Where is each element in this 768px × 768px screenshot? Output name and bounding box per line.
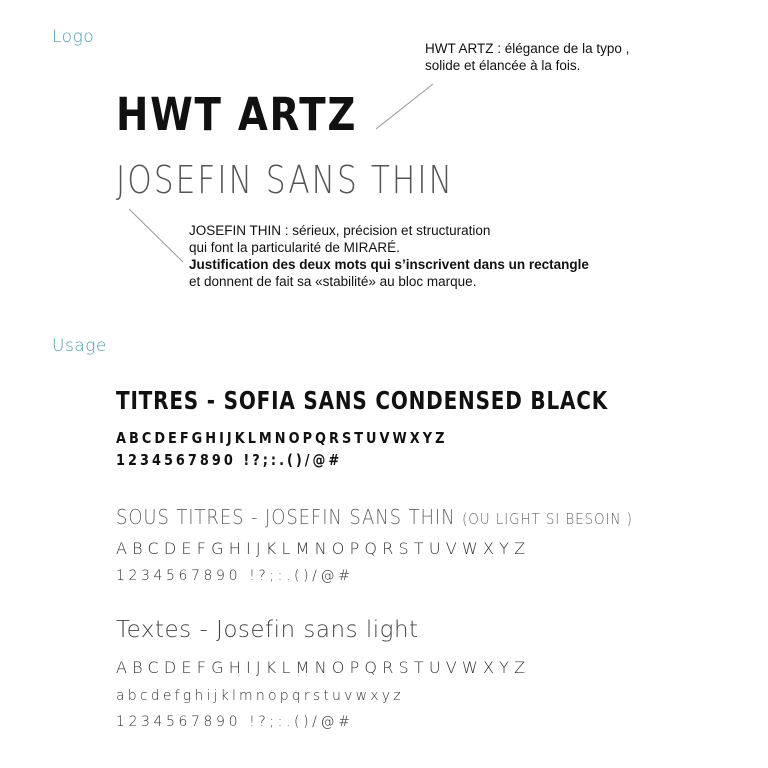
- note-josefin-line-2: qui font la particularité de MIRARÉ.: [189, 240, 400, 255]
- note-hwt-line-1: HWT ARTZ : élégance de la typo ,: [425, 41, 630, 56]
- logo-wordmark: HWT ARTZ: [116, 88, 358, 141]
- titres-alphabet: ABCDEFGHIJKLMNOPQRSTUVWXYZ: [116, 429, 448, 447]
- textes-numbers: 1234567890 !?;:.()/@#: [116, 714, 354, 730]
- logo-subline: JOSEFIN SANS THIN: [116, 158, 454, 202]
- note-josefin-line-1: JOSEFIN THIN : sérieux, précision et structuration: [189, 223, 491, 238]
- sous-titres-heading-note: (OU LIGHT SI BESOIN ): [462, 510, 633, 528]
- sous-titres-heading: [116, 505, 633, 529]
- section-label-usage: Usage: [52, 336, 107, 356]
- titres-heading: TITRES - SOFIA SANS CONDENSED BLACK: [116, 386, 609, 415]
- sous-titres-numbers: 1234567890 !?;:.()/@#: [116, 568, 354, 584]
- textes-alphabet-upper: ABCDEFGHIJKLMNOPQRSTUVWXYZ: [116, 658, 531, 677]
- titres-numbers: 1234567890 !?;:.()/@#: [116, 451, 343, 469]
- note-josefin-line-4: et donnent de fait sa «stabilité» au bloc marque.: [189, 274, 477, 289]
- note-hwt-artz: [425, 40, 629, 74]
- leader-line-hwt: [376, 84, 433, 129]
- section-label-logo: Logo: [52, 27, 95, 47]
- note-hwt-line-2: solide et élancée à la fois.: [425, 58, 581, 73]
- textes-alphabet-lower: abcdefghijklmnopqrstuvwxyz: [116, 688, 404, 704]
- textes-heading: Textes - Josefin sans light: [116, 617, 419, 643]
- sous-titres-alphabet: ABCDEFGHIJKLMNOPQRSTUVWXYZ: [116, 539, 531, 558]
- sous-titres-heading-text: SOUS TITRES - JOSEFIN SANS THIN: [116, 505, 456, 529]
- leader-line-josefin: [129, 209, 183, 262]
- note-josefin-thin: [189, 222, 589, 290]
- note-josefin-line-3: Justification des deux mots qui s’inscrivent dans un rectangle: [189, 257, 589, 272]
